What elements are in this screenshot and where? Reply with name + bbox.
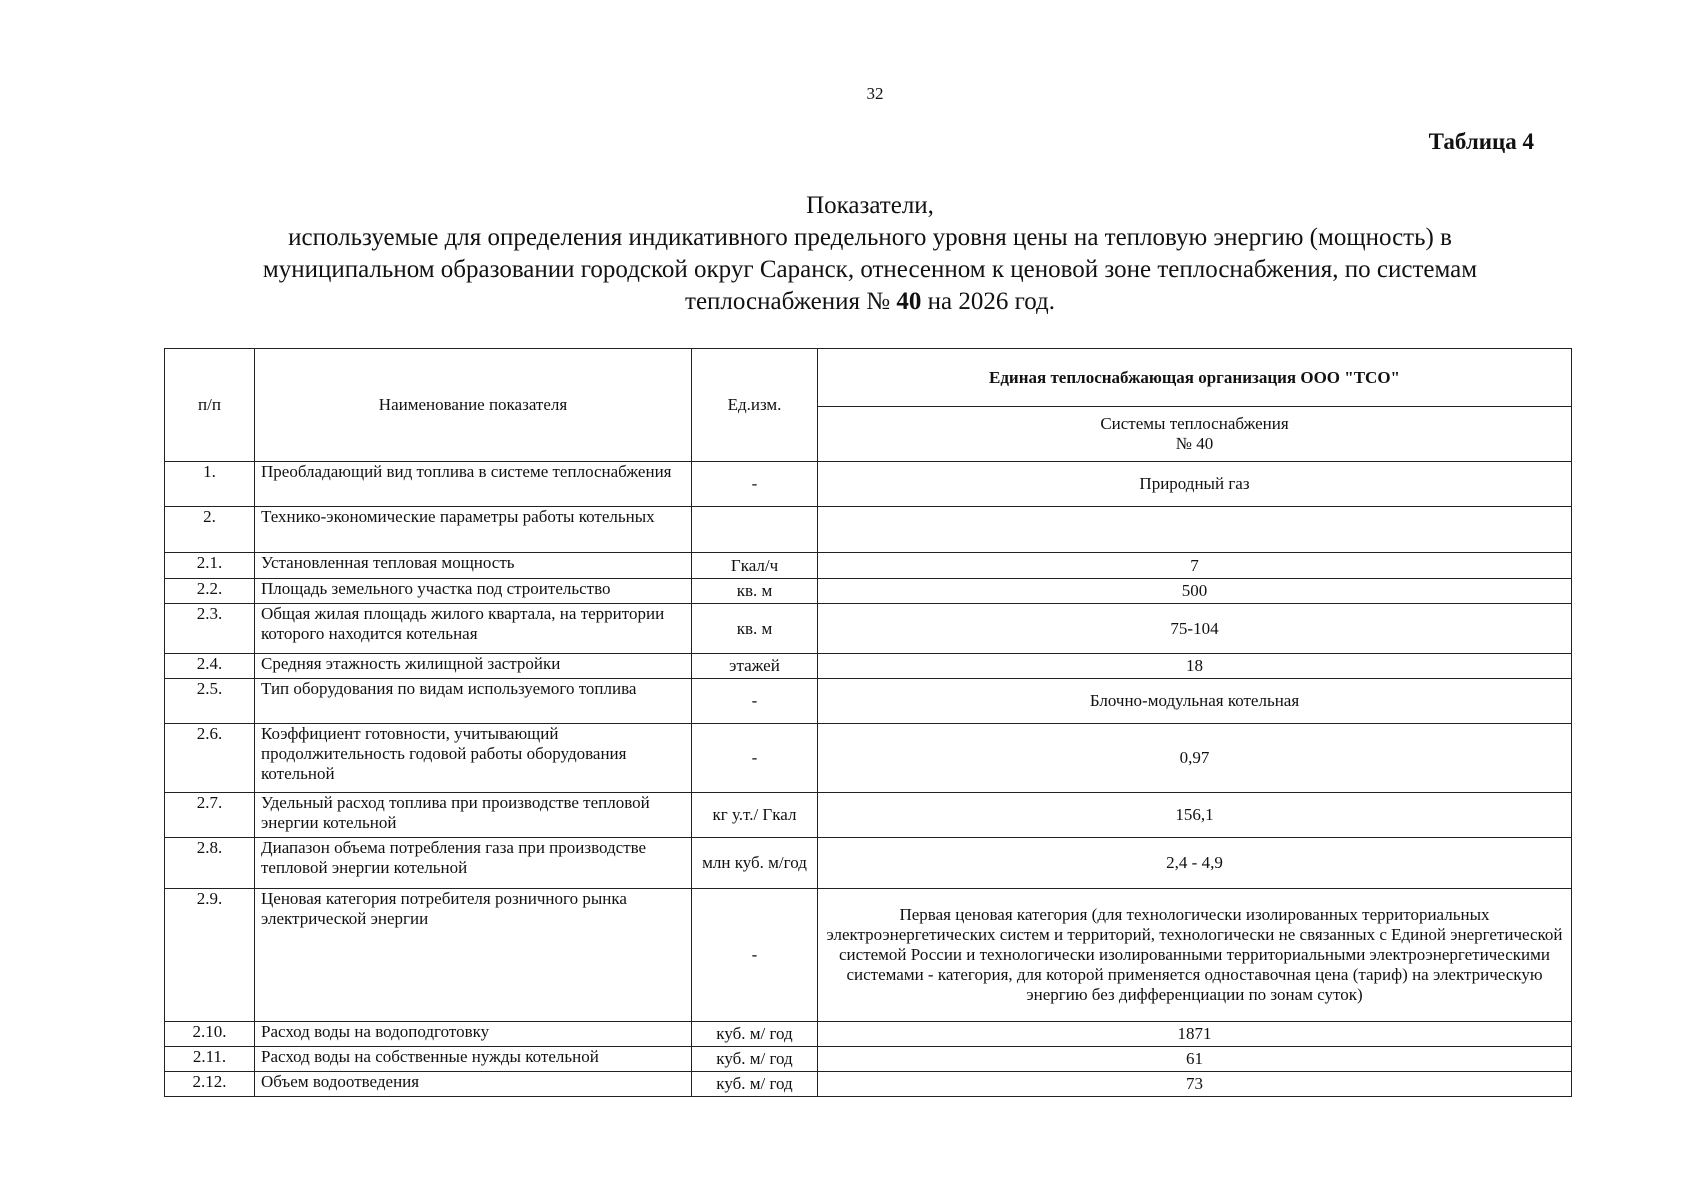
row-name: Диапазон объема потребления газа при производстве тепловой энергии котельной — [255, 838, 692, 889]
row-name: Удельный расход топлива при производстве тепловой энергии котельной — [255, 793, 692, 838]
row-value — [818, 507, 1572, 553]
table-row — [165, 793, 1572, 838]
row-unit — [692, 507, 818, 553]
row-number: 2.1. — [165, 553, 255, 579]
heading-line-3: муниципальном образовании городской округ Саранск, отнесенном к ценовой зоне теплоснабжения, по системам — [262, 256, 1478, 283]
table-row — [165, 1072, 1572, 1097]
row-value: 7 — [818, 553, 1572, 579]
row-unit: кг у.т./ Гкал — [692, 793, 818, 838]
row-name: Тип оборудования по видам используемого топлива — [255, 679, 692, 724]
row-number: 2.5. — [165, 679, 255, 724]
row-number: 2.8. — [165, 838, 255, 889]
table-label: Таблица 4 — [1428, 129, 1534, 154]
row-number: 2.10. — [165, 1022, 255, 1047]
row-value: 2,4 - 4,9 — [818, 838, 1572, 889]
row-number: 1. — [165, 462, 255, 507]
table-row — [165, 604, 1572, 654]
row-number: 2.12. — [165, 1072, 255, 1097]
row-name: Технико-экономические параметры работы котельных — [255, 507, 692, 553]
row-value: Природный газ — [818, 462, 1572, 507]
row-unit: - — [692, 889, 818, 1022]
header-name: Наименование показателя — [255, 349, 692, 462]
table-row — [165, 579, 1572, 604]
document-heading — [120, 190, 1620, 318]
heading-system-number: 40 — [896, 288, 922, 315]
indicators-table — [164, 348, 1572, 1097]
row-value: Блочно-модульная котельная — [818, 679, 1572, 724]
header-num: п/п — [165, 349, 255, 462]
row-name: Средняя этажность жилищной застройки — [255, 654, 692, 679]
row-name: Объем водоотведения — [255, 1072, 692, 1097]
table-row — [165, 654, 1572, 679]
row-unit: Гкал/ч — [692, 553, 818, 579]
row-value: 0,97 — [818, 724, 1572, 793]
table-body — [165, 462, 1572, 1097]
row-value: 75-104 — [818, 604, 1572, 654]
row-name: Расход воды на водоподготовку — [255, 1022, 692, 1047]
table-row — [165, 1047, 1572, 1072]
row-number: 2.9. — [165, 889, 255, 1022]
row-name: Коэффициент готовности, учитывающий продолжительность годовой работы оборудования котельной — [255, 724, 692, 793]
row-unit: этажей — [692, 654, 818, 679]
row-number: 2.2. — [165, 579, 255, 604]
row-name: Установленная тепловая мощность — [255, 553, 692, 579]
heading-line-4 — [120, 286, 1620, 318]
row-name: Площадь земельного участка под строительство — [255, 579, 692, 604]
heading-line-1: Показатели, — [806, 192, 934, 219]
header-system-line-2: № 40 — [1175, 434, 1214, 453]
header-system — [818, 407, 1572, 462]
row-unit: - — [692, 724, 818, 793]
row-unit: кв. м — [692, 604, 818, 654]
row-unit: - — [692, 462, 818, 507]
table-row — [165, 507, 1572, 553]
row-value: Первая ценовая категория (для технологически изолированных территориальных электроэнергетических систем и территорий, технологически не связанных с Единой энергетической системой России и технологически изолированными территориальными электроэнергетическими системами - категория, для которой применяется одноставочная цена (тариф) на электрическую энергию без дифференциации по зонам суток) — [818, 889, 1572, 1022]
page-number: 32 — [866, 84, 884, 103]
row-value: 156,1 — [818, 793, 1572, 838]
row-name: Расход воды на собственные нужды котельной — [255, 1047, 692, 1072]
header-unit: Ед.изм. — [692, 349, 818, 462]
row-unit: куб. м/ год — [692, 1047, 818, 1072]
heading-line-2: используемые для определения индикативного предельного уровня цены на тепловую энергию (мощность) в — [288, 224, 1452, 251]
table-row — [165, 553, 1572, 579]
row-value: 73 — [818, 1072, 1572, 1097]
row-number: 2.6. — [165, 724, 255, 793]
row-number: 2.3. — [165, 604, 255, 654]
row-number: 2.4. — [165, 654, 255, 679]
row-value: 1871 — [818, 1022, 1572, 1047]
row-unit: кв. м — [692, 579, 818, 604]
table-row — [165, 1022, 1572, 1047]
row-unit: - — [692, 679, 818, 724]
header-system-line-1: Системы теплоснабжения — [1100, 414, 1289, 433]
table-row — [165, 724, 1572, 793]
heading-line-4-prefix: теплоснабжения № — [685, 288, 891, 315]
table-row — [165, 462, 1572, 507]
header-organization: Единая теплоснабжающая организация ООО "ТСО" — [818, 349, 1572, 407]
row-unit: млн куб. м/год — [692, 838, 818, 889]
row-name: Преобладающий вид топлива в системе теплоснабжения — [255, 462, 692, 507]
table-row — [165, 679, 1572, 724]
row-number: 2. — [165, 507, 255, 553]
row-unit: куб. м/ год — [692, 1022, 818, 1047]
row-number: 2.7. — [165, 793, 255, 838]
row-value: 61 — [818, 1047, 1572, 1072]
table-row — [165, 889, 1572, 1022]
table-row — [165, 838, 1572, 889]
row-unit: куб. м/ год — [692, 1072, 818, 1097]
heading-line-4-suffix: на 2026 год. — [927, 288, 1055, 315]
row-name: Ценовая категория потребителя розничного рынка электрической энергии — [255, 889, 692, 1022]
row-value: 18 — [818, 654, 1572, 679]
row-value: 500 — [818, 579, 1572, 604]
row-name: Общая жилая площадь жилого квартала, на территории которого находится котельная — [255, 604, 692, 654]
row-number: 2.11. — [165, 1047, 255, 1072]
